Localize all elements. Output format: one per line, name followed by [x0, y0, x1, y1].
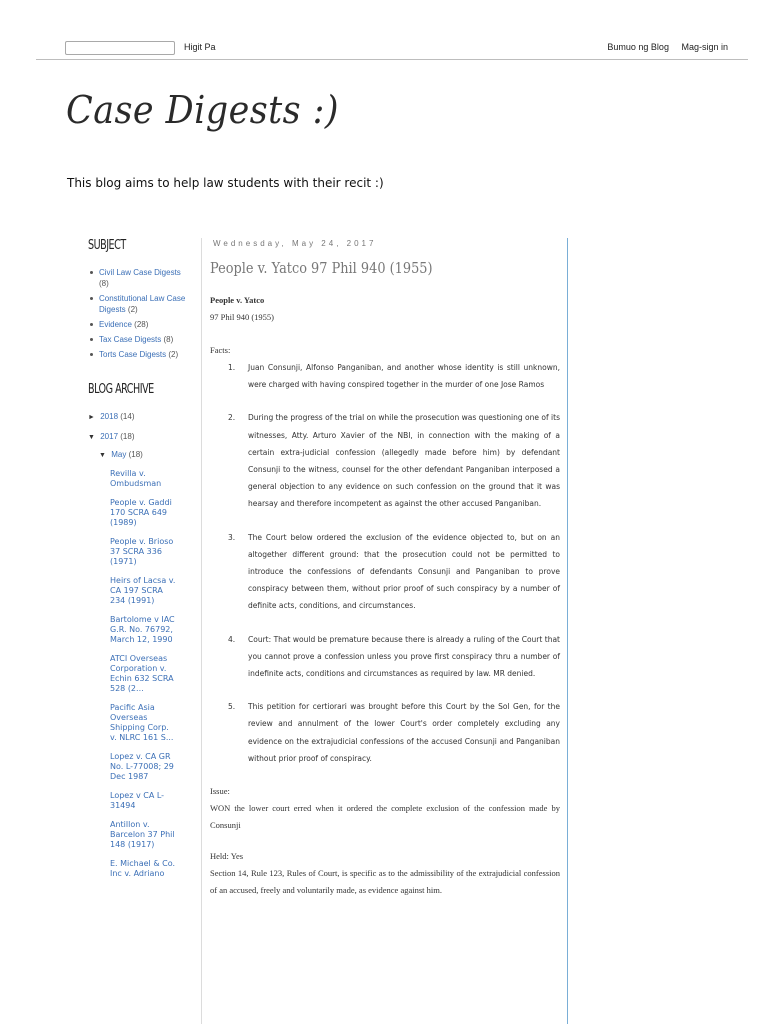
held-label: Held: Yes	[210, 851, 244, 862]
label-link[interactable]: Torts Case Digests	[99, 350, 167, 359]
fact-text: This petition for certiorari was brought before this Court by the Sol Gen, for the review and annulment of the lower Court's order completely excluding any evidence on the extrajudicial confessions of the accused Consunji and Panganiban without prior proof of conspiracy.	[248, 702, 560, 763]
fact-text: The Court below ordered the exclusion of the evidence objected to, but on an altogether different ground: that the prosecution could not be permitted to introduce the confessions of defendants Consunji and Panganiban to prove conspiracy between them, without prior proof of such conspiracy by a number of definite acts, conditions, and circumstances.	[248, 532, 560, 611]
collapse-arrow-icon[interactable]: ▼	[88, 434, 95, 441]
navbar	[0, 0, 768, 60]
more-link[interactable]: Higit Pa	[184, 42, 216, 52]
label-item	[88, 293, 188, 315]
label-count: (8)	[99, 279, 109, 288]
archive-year-link[interactable]: 2017	[100, 432, 119, 441]
navbar-actions	[597, 42, 728, 52]
facts-label: Facts:	[210, 345, 231, 355]
fact-item	[210, 409, 560, 512]
archive-post-list	[110, 469, 188, 879]
blog-description: This blog aims to help law students with their recit :)	[67, 176, 384, 190]
sidebar	[88, 238, 188, 888]
fact-item	[210, 529, 560, 615]
blog-archive	[88, 411, 188, 879]
label-list	[88, 267, 188, 360]
subject-widget-title: SUBJECT	[88, 238, 126, 253]
fact-item	[210, 698, 560, 767]
archive-count: (18)	[128, 450, 143, 459]
fact-item	[210, 631, 560, 683]
label-count: (8)	[163, 335, 174, 344]
archive-post-link[interactable]: ATCI Overseas Corporation v. Echin 632 SCRA 528 (2...	[110, 654, 174, 693]
archive-month-may	[88, 449, 188, 461]
archive-post-link[interactable]: Pacific Asia Overseas Shipping Corp. v. NLRC 161 S...	[110, 703, 174, 742]
search-input[interactable]	[65, 41, 175, 55]
fact-number: 1.	[228, 363, 236, 372]
archive-post-link[interactable]: Lopez v. CA GR No. L-77008; 29 Dec 1987	[110, 752, 174, 781]
fact-text: Juan Consunji, Alfonso Panganiban, and another whose identity is still unknown, were charged with having conspired together in the murder of one Jose Ramos	[248, 363, 560, 390]
collapse-arrow-icon[interactable]: ▼	[99, 452, 106, 459]
fact-number: 3.	[228, 532, 236, 542]
archive-count: (18)	[120, 432, 135, 441]
archive-post-link[interactable]: Revilla v. Ombudsman	[110, 469, 162, 488]
archive-post-link[interactable]: Bartolome v IAC G.R. No. 76792, March 12, 1990	[110, 615, 175, 644]
archive-post-link[interactable]: People v. Gaddi 170 SCRA 649 (1989)	[110, 498, 172, 527]
post-title[interactable]: People v. Yatco 97 Phil 940 (1955)	[210, 259, 433, 277]
post-date: Wednesday, May 24, 2017	[213, 239, 377, 248]
label-link[interactable]: Civil Law Case Digests	[99, 268, 181, 277]
blog-title[interactable]: Case Digests :)	[66, 88, 339, 132]
case-citation: 97 Phil 940 (1955)	[210, 312, 274, 322]
fact-text: Court: That would be premature because there is already a ruling of the Court that you cannot prove a confession unless you prove first conspiracy thru a number of indefinite acts, conditions and circumstances as required by law. MR denied.	[248, 634, 560, 679]
issue-label: Issue:	[210, 786, 230, 797]
fact-text: During the progress of the trial on while the prosecution was questioning one of its witnesses, Atty. Arturo Xavier of the NBI, in connection with the making of a certain extra-judicial confession (allegedly made before him) by defendant Consunji to the witness, counsel for the other defendant Panganiban interposed a general objection to any evidence on such confession on the ground that it was hearsay and therefore incompetent as against the other accused Panganiban.	[248, 413, 560, 509]
post-area	[201, 238, 568, 1024]
archive-post-link[interactable]: Heirs of Lacsa v. CA 197 SCRA 234 (1991)	[110, 576, 176, 605]
expand-arrow-icon[interactable]: ►	[88, 414, 95, 421]
archive-count: (14)	[120, 412, 135, 421]
label-link[interactable]: Constitutional Law Case Digests	[99, 294, 186, 314]
held-section	[210, 848, 560, 899]
label-count: (2)	[168, 350, 179, 359]
fact-item	[210, 359, 560, 393]
archive-post-link[interactable]: People v. Brioso 37 SCRA 336 (1971)	[110, 537, 174, 566]
case-name: People v. Yatco	[210, 295, 265, 305]
archive-year-link[interactable]: 2018	[100, 412, 119, 421]
label-item	[88, 319, 188, 330]
label-count: (28)	[134, 320, 149, 329]
archive-month-link[interactable]: May	[111, 450, 127, 459]
archive-post-link[interactable]: Lopez v CA L-31494	[110, 791, 165, 810]
fact-number: 5.	[228, 702, 236, 712]
archive-year-2017	[88, 431, 188, 443]
held-text: Section 14, Rule 123, Rules of Court, is specific as to the admissibility of the extrajudicial confession of an accused, freely and voluntarily made, as evidence against him.	[210, 868, 560, 896]
label-item	[88, 267, 188, 289]
sign-in-link[interactable]: Mag-sign in	[681, 42, 728, 52]
archive-widget-title: BLOG ARCHIVE	[88, 382, 154, 397]
archive-post-link[interactable]: Antillon v. Barcelon 37 Phil 148 (1917)	[110, 820, 175, 849]
label-item	[88, 349, 188, 360]
fact-number: 4.	[228, 634, 236, 644]
label-link[interactable]: Tax Case Digests	[99, 335, 162, 344]
create-blog-link[interactable]: Bumuo ng Blog	[607, 42, 669, 52]
label-item	[88, 334, 188, 345]
archive-post-link[interactable]: E. Michael & Co. Inc v. Adriano	[110, 859, 175, 878]
label-link[interactable]: Evidence	[99, 320, 132, 329]
navbar-divider	[36, 59, 748, 60]
archive-year-2018	[88, 411, 188, 423]
fact-number: 2.	[228, 413, 236, 423]
issue-section	[210, 783, 560, 834]
issue-text: WON the lower court erred when it ordered the complete exclusion of the confession made by Consunji	[210, 803, 560, 831]
post-body	[210, 292, 560, 899]
label-count: (2)	[127, 305, 138, 314]
